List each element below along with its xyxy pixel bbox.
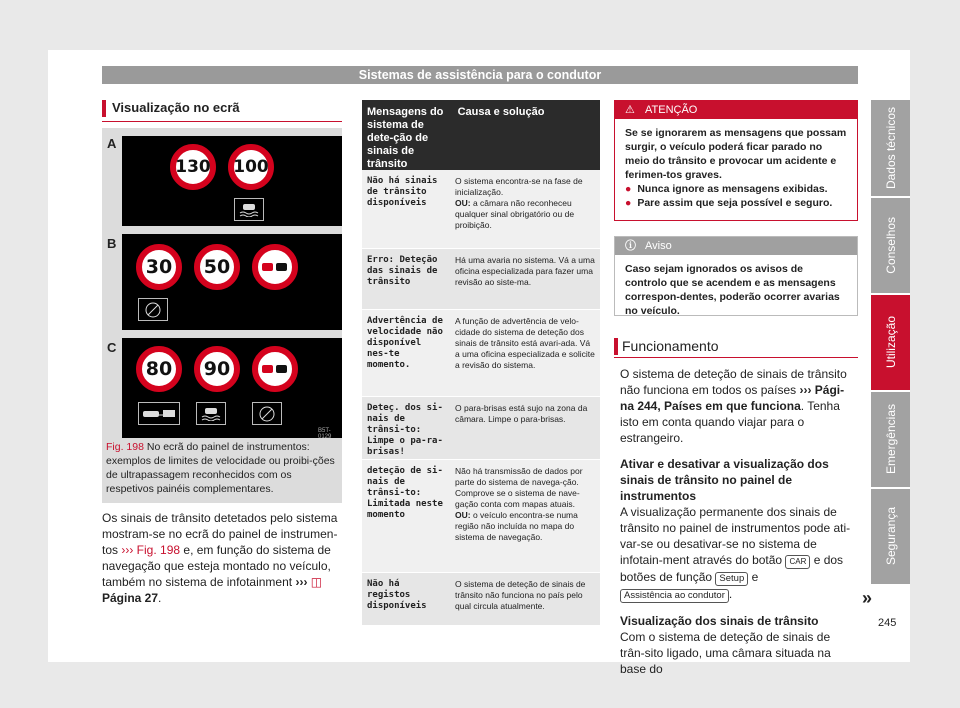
page-number: 245 [878, 617, 897, 629]
wet-road-icon [234, 198, 264, 221]
row-message: Deteç. dos si-nais de trânsi-to: Limpe o pa-ra-brisas! [367, 403, 443, 457]
panel-letter-c: C [107, 340, 117, 355]
figure-caption [106, 440, 336, 496]
figure-link[interactable]: ››› Fig. 198 [121, 543, 181, 557]
table-header [362, 100, 600, 170]
panel-letter-b: B [107, 236, 117, 251]
note-text: Caso sejam ignorados os avisos de controlo que se acendem e as mensagens correspon-dentes, poderão ocorrer avarias no veículo. [625, 263, 840, 317]
function-paragraph-3: Com o sistema de deteção de sinais de trân-sito ligado, uma câmara situada na base do [620, 630, 831, 676]
driver-assist-button[interactable]: Assistência ao condutor [620, 589, 729, 603]
intro-text-1: Os sinais de trânsito detetados pelo sistema mostram-se no ecrã do painel de instrumen-tos [102, 511, 338, 557]
tab-utilizacao[interactable]: Utilização [871, 295, 910, 390]
table-row [362, 397, 600, 460]
function-title-bar [614, 338, 618, 355]
messages-table [362, 100, 600, 626]
function-text [620, 366, 858, 677]
panel-b [122, 234, 342, 330]
speed-sign-100: 100 [228, 144, 274, 190]
table-row [362, 170, 600, 249]
header-messages: Mensagens do sistema de dete-ção de sinais de trânsito [367, 106, 444, 170]
header-cause: Causa e solução [457, 106, 545, 118]
page-header: Sistemas de assistência para o condutor [102, 66, 858, 84]
row-cause: O sistema encontra-se na fase de inicialização. OU: a câmara não reconheceu qualquer sinal obrigatório ou de proibição. [455, 176, 583, 230]
figure-number: Fig. 198 [106, 441, 144, 453]
speed-sign-90: 90 [194, 346, 240, 392]
display-heading: Visualização dos sinais de trânsito [620, 614, 819, 628]
section-title: Visualização no ecrã [112, 100, 240, 115]
row-cause: A função de advertência de velo-cidade do sistema de deteção dos sinais de trânsito está avari-ada. Vá a uma oficina especializada e solicite a revisão do sistema. [455, 316, 595, 370]
section-title-bar [102, 100, 106, 117]
speed-sign-30: 30 [136, 244, 182, 290]
warning-bullet: ● Nunca ignore as mensagens exibidas. [625, 183, 828, 195]
speed-sign-50: 50 [194, 244, 240, 290]
row-message: Erro: Deteção das sinais de trânsito [367, 255, 438, 287]
warning-body [615, 119, 857, 217]
trailer-icon [138, 402, 180, 425]
warning-header [615, 101, 857, 119]
section-rule [102, 121, 342, 122]
row-cause: Não há transmissão de dados por parte do sistema de navega-ção. Comprove se o sistema de nave-gação conta com mapas atuais. OU: o veículo encontra-se numa região não incluída no mapa do sistema de navegação. [455, 466, 583, 542]
table-row [362, 249, 600, 310]
table-row [362, 573, 600, 626]
tab-seguranca[interactable]: Segurança [871, 489, 910, 584]
warning-box [614, 100, 858, 221]
table-body [362, 170, 600, 626]
page-link[interactable]: Página 27 [102, 591, 159, 605]
info-icon: ⓘ [625, 240, 636, 252]
speed-sign-80: 80 [136, 346, 182, 392]
tab-dados-tecnicos[interactable]: Dados técnicos [871, 100, 910, 196]
row-message: Não há registos disponíveis [367, 579, 427, 611]
row-message: Não há sinais de trânsito disponíveis [367, 176, 438, 208]
page-link-arrows[interactable]: ››› [295, 575, 308, 589]
caption-text: No ecrã do painel de instrumentos: exemplos de limites de velocidade ou proibi-ções de ultrapassagem reconhecidos com os respetivos painéis complementares. [106, 441, 335, 495]
end-restriction-icon [138, 298, 168, 321]
row-message: deteção de si-nais de trânsi-to: Limitada neste momento [367, 466, 443, 520]
no-overtaking-sign-c [252, 346, 298, 392]
intro-paragraph [102, 510, 346, 606]
intro-text-2: e, em função do sistema de navegação que esteja montado no veículo, também no sistema de infotainment [102, 543, 331, 589]
car-button[interactable]: CAR [785, 555, 810, 569]
panel-c [122, 338, 342, 438]
end-restriction-icon-c [252, 402, 282, 425]
book-icon: ◫ [310, 575, 323, 589]
function-rule [614, 357, 858, 358]
figure-code: B5T-0129 [318, 428, 332, 440]
warning-bullet: ● Pare assim que seja possível e seguro. [625, 197, 833, 209]
intro-text-3: . [158, 591, 162, 605]
note-header [615, 237, 857, 255]
no-overtaking-sign [252, 244, 298, 290]
row-cause: O para-brisas está sujo na zona da câmara. Limpe o para-brisas. [455, 403, 588, 424]
wet-road-icon-c [196, 402, 226, 425]
note-box [614, 236, 858, 316]
row-message: Advertência de velocidade não disponível nes-te momento. [367, 316, 443, 370]
table-row [362, 460, 600, 573]
tab-conselhos[interactable]: Conselhos [871, 198, 910, 293]
warning-triangle-icon: ⚠ [625, 104, 635, 116]
function-title: Funcionamento [622, 338, 719, 354]
countries-link[interactable]: ››› Pági-na 244, Países em que funciona [620, 383, 845, 413]
panel-a [122, 136, 342, 226]
tab-emergencias[interactable]: Emergências [871, 392, 910, 487]
row-cause: Há uma avaria no sistema. Vá a uma oficina especializada para fazer uma revisão ao siste-ma. [455, 255, 595, 287]
speed-sign-130: 130 [170, 144, 216, 190]
table-row [362, 310, 600, 397]
row-cause: O sistema de deteção de sinais de trânsito não funciona no país pelo qual circula atualmente. [455, 579, 586, 611]
function-paragraph-2: A visualização permanente dos sinais de trânsito no painel de instrumentos pode ati-var-se ou desativar-se no sistema de infotain-ment através do botão CAR e dos botões de função Setup e Assistência ao condutor . [620, 505, 851, 601]
warning-title: ATENÇÃO [645, 104, 698, 116]
warning-text: Se se ignorarem as mensagens que possam surgir, o veículo poderá ficar parado no meio do trânsito e provocar um acidente e ferimen-tos graves. [625, 127, 847, 181]
function-paragraph-1: O sistema de deteção de sinais de trânsito não funciona em todos os países ››› Pági-na 244, Países em que funciona. Tenha isto em conta quando viajar para o estrangeiro. [620, 367, 847, 445]
setup-button[interactable]: Setup [715, 572, 748, 586]
activate-heading: Ativar e desativar a visualização dos sinais de trânsito no painel de instrumentos [620, 457, 829, 503]
note-title: Aviso [645, 240, 672, 252]
panel-letter-a: A [107, 136, 117, 151]
continue-arrow: » [862, 588, 873, 608]
